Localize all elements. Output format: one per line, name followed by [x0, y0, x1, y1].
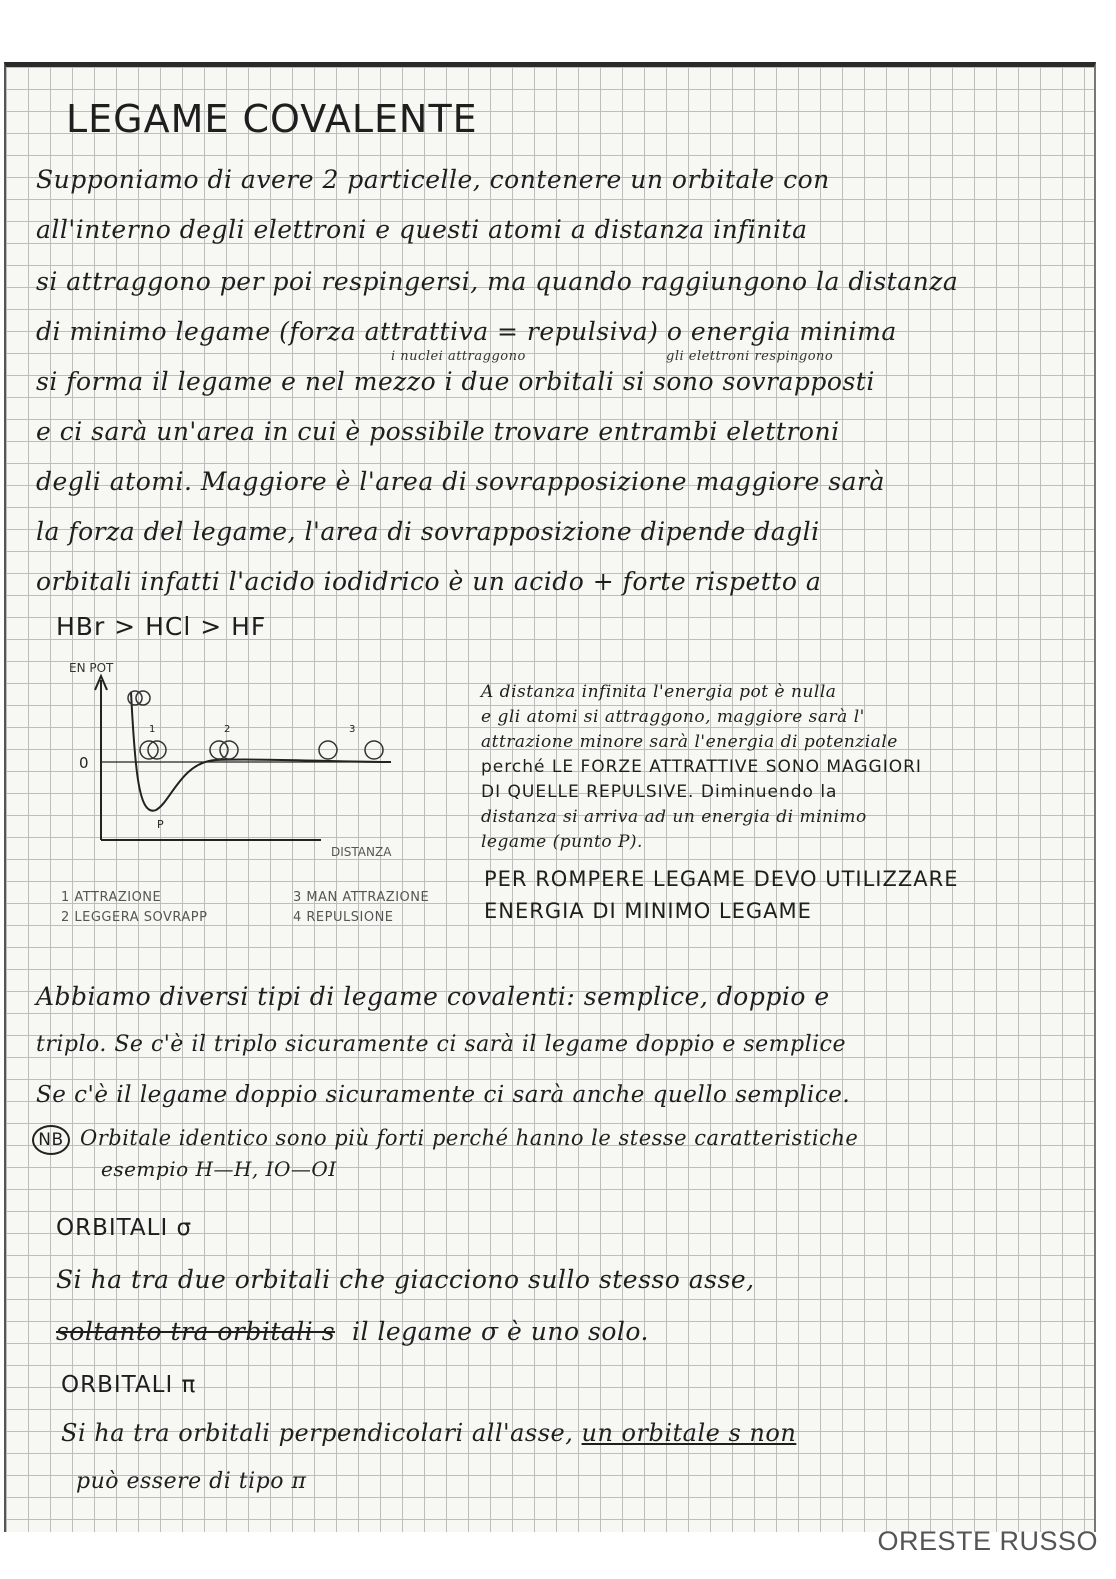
graph-text-line: DI QUELLE REPULSIVE. Diminuendo la	[481, 782, 838, 802]
text-line: Si ha tra due orbitali che giacciono sullo stesso asse,	[56, 1265, 755, 1294]
author-watermark: ORESTE RUSSO	[877, 1526, 1098, 1556]
energy-curve	[131, 692, 391, 811]
section-heading-pi: ORBITALI π	[61, 1372, 197, 1398]
atom-pair-1	[140, 741, 158, 759]
text-line: si forma il legame e nel mezzo i due orbitali si sono sovrapposti	[36, 367, 875, 396]
conclusion-line: ENERGIA DI MINIMO LEGAME	[484, 899, 812, 923]
graph-legend-item: 2 LEGGERA SOVRAPP	[61, 910, 208, 925]
atom-pair-overlap	[128, 691, 142, 705]
text-line: Supponiamo di avere 2 particelle, contenere un orbitale con	[36, 165, 830, 194]
nb-badge: NB	[32, 1125, 70, 1155]
margin-note: i nuclei attraggono	[391, 349, 526, 364]
graph-text-line: perché LE FORZE ATTRATTIVE SONO MAGGIORI	[481, 757, 922, 777]
margin-note: gli elettroni respingono	[666, 349, 834, 364]
acid-order: HBr > HCl > HF	[56, 612, 267, 641]
nb-note	[32, 1125, 858, 1155]
struck-text: soltanto tra orbitali s	[56, 1317, 336, 1346]
text-line: di minimo legame (forza attrattiva = repulsiva) o energia minima	[36, 317, 897, 346]
nb-text: Orbitale identico sono più forti perché hanno le stesse caratteristiche	[80, 1126, 859, 1150]
nb-example: esempio H—H, IO—OI	[101, 1157, 337, 1181]
graph-legend-item: 3 MAN ATTRAZIONE	[293, 890, 430, 905]
graph-legend-item: 1 ATTRAZIONE	[61, 890, 162, 905]
text-fragment: il legame σ è uno solo.	[351, 1317, 649, 1346]
text-line: triplo. Se c'è il triplo sicuramente ci sarà il legame doppio e semplice	[36, 1032, 847, 1057]
text-line: all'interno degli elettroni e questi atomi a distanza infinita	[36, 215, 808, 244]
text-fragment: Si ha tra orbitali perpendicolari all'asse,	[61, 1419, 574, 1447]
marker-label: 2	[224, 724, 231, 735]
text-line: Abbiamo diversi tipi di legame covalenti: semplice, doppio e	[36, 982, 830, 1011]
section-heading-sigma: ORBITALI σ	[56, 1215, 193, 1241]
text-line: Se c'è il legame doppio sicuramente ci sarà anche quello semplice.	[36, 1082, 851, 1108]
marker-label: 1	[149, 724, 156, 735]
text-line: può essere di tipo π	[76, 1469, 307, 1494]
graph-text-line: e gli atomi si attraggono, maggiore sarà l'	[481, 707, 865, 727]
min-point-label: P	[157, 818, 164, 831]
y-axis-label: EN POT	[69, 661, 114, 675]
text-line	[56, 1317, 649, 1346]
text-line: degli atomi. Maggiore è l'area di sovrapposizione maggiore sarà	[36, 467, 885, 496]
text-line	[61, 1419, 796, 1447]
text-line: la forza del legame, l'area di sovrapposizione dipende dagli	[36, 517, 820, 546]
graph-text-line: A distanza infinita l'energia pot è nulla	[481, 682, 837, 702]
graph-text-line: distanza si arriva ad un energia di minimo	[481, 807, 867, 827]
atom-pair-2	[210, 741, 228, 759]
graph-text-line: legame (punto P).	[481, 832, 643, 852]
zero-label: 0	[79, 754, 89, 772]
atom-pair-3	[319, 741, 337, 759]
text-line: si attraggono per poi respingersi, ma quando raggiungono la distanza	[36, 267, 959, 296]
underlined-text: un orbitale s non	[581, 1419, 797, 1447]
graph-text-line: attrazione minore sarà l'energia di potenziale	[481, 732, 898, 752]
marker-label: 3	[349, 724, 356, 735]
potential-energy-graph	[31, 652, 461, 952]
energy-diagram	[31, 652, 461, 952]
conclusion-line: PER ROMPERE LEGAME DEVO UTILIZZARE	[484, 867, 959, 891]
graph-legend-item: 4 REPULSIONE	[293, 910, 394, 925]
notebook-page	[4, 62, 1096, 1532]
text-line: orbitali infatti l'acido iodidrico è un acido + forte rispetto a	[36, 567, 822, 596]
page-title: LEGAME COVALENTE	[66, 97, 478, 141]
x-axis-label: DISTANZA	[331, 845, 392, 859]
text-line: e ci sarà un'area in cui è possibile trovare entrambi elettroni	[36, 417, 840, 446]
